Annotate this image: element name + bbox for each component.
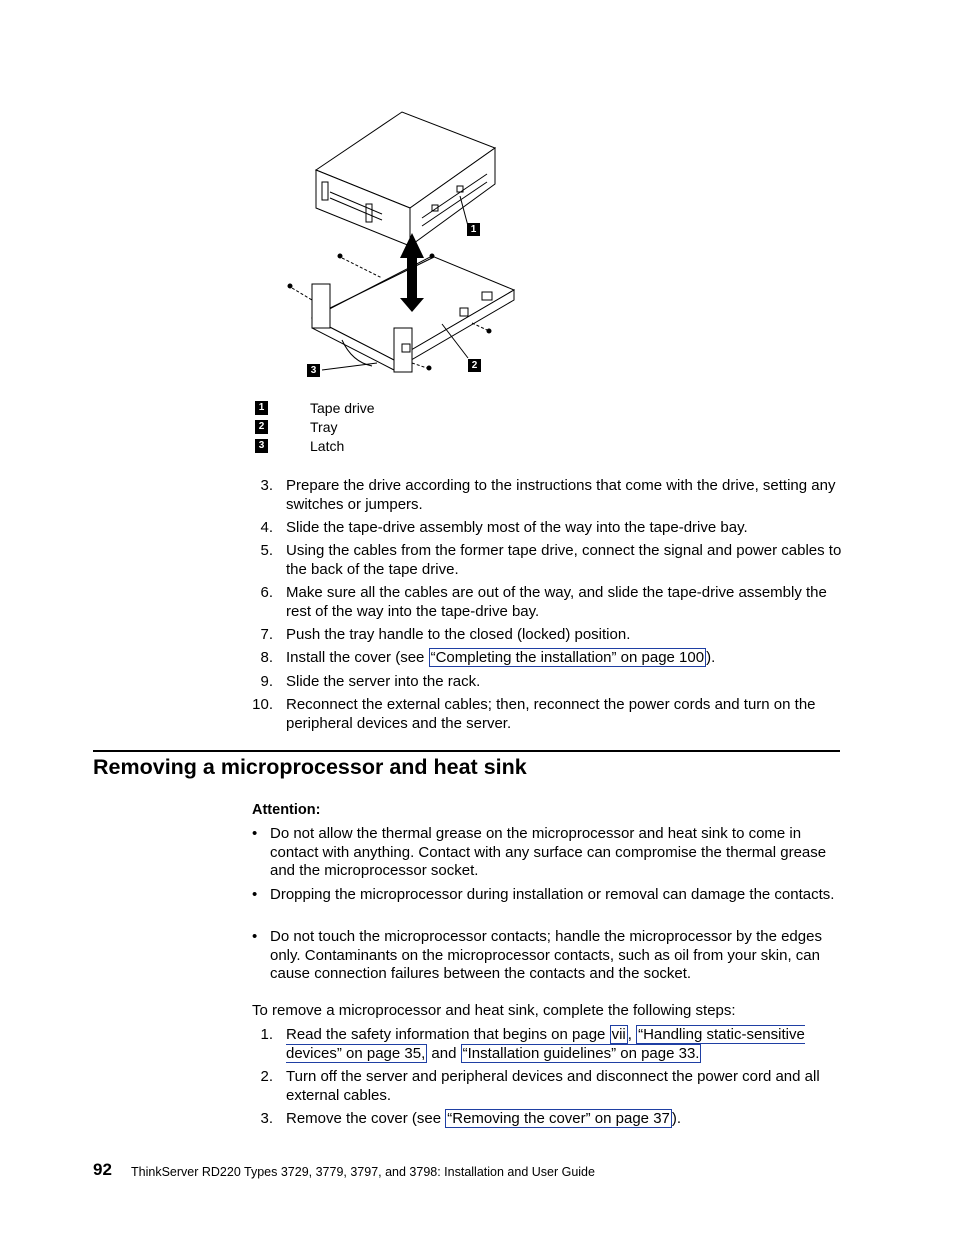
step-text-pre: Read the safety information that begins on page [286,1026,610,1043]
step-number: 6. [260,584,273,601]
step-text-sep: , [627,1026,637,1043]
step-text: Turn off the server and peripheral devices and disconnect the power cord and all external cables. [286,1068,820,1104]
step-text: Using the cables from the former tape drive, connect the signal and power cables to the back of the tape drive. [286,542,842,578]
tape-drive-illustration [282,108,527,383]
step-text [286,1026,846,1063]
callout-2: 2 [468,359,481,372]
footer-title: ThinkServer RD220 Types 3729, 3779, 3797, and 3798: Installation and User Guide [131,1165,595,1179]
bullet-text: Do not touch the microprocessor contacts; handle the microprocessor by the edges only. Contaminants on the microprocessor contacts, such as oil from your skin, can cause connection failures between the contacts and the socket. [270,928,822,982]
legend-label: Tape drive [310,400,375,416]
section-heading: Removing a microprocessor and heat sink [93,755,527,779]
step-text-pre: Remove the cover (see [286,1110,446,1127]
bullet-text: Dropping the microprocessor during installation or removal can damage the contacts. [270,886,835,903]
step-number: 3. [260,1110,273,1127]
xref-link-static-sensitive[interactable]: “Handling static-sensitive devices” on page 35, [286,1026,805,1062]
step-text: Push the tray handle to the closed (locked) position. [286,626,631,643]
bullet-mark: • [252,928,258,945]
step-text: Prepare the drive according to the instructions that come with the drive, setting any switches or jumpers. [286,477,836,513]
step-number: 1. [260,1026,273,1043]
step-text: Slide the tape-drive assembly most of the way into the tape-drive bay. [286,519,748,536]
step-number: 8. [260,649,273,666]
step-number: 5. [260,542,273,559]
bullet-text: Do not allow the thermal grease on the microprocessor and heat sink to come in contact with anything. Contact with any surface can compromise the thermal grease and the microprocessor socket. [270,825,827,879]
step-number: 10. [252,696,273,713]
legend-number: 2 [255,420,268,434]
bullet-mark: • [252,886,258,903]
legend-label: Tray [310,419,338,435]
step-number: 7. [260,626,273,643]
legend-number: 1 [255,401,268,415]
legend-label: Latch [310,438,345,454]
xref-link-page-vii[interactable]: vii [611,1026,626,1043]
bullet-mark: • [252,825,258,842]
tape-drive-figure [282,108,527,383]
procedure-intro: To remove a microprocessor and heat sink, complete the following steps: [252,1002,736,1019]
xref-link-removing-cover[interactable]: “Removing the cover” on page 37 [447,1110,670,1127]
section-rule [93,750,840,752]
step-text: Make sure all the cables are out of the way, and slide the tape-drive assembly the rest of the way into the tape-drive bay. [286,584,827,620]
step-number: 4. [260,519,273,536]
attention-label: Attention: [252,802,321,818]
step-text-pre: Install the cover (see [286,649,429,666]
step-number: 2. [260,1068,273,1085]
step-number: 9. [260,673,273,690]
step-text: Reconnect the external cables; then, reconnect the power cords and turn on the peripheral devices and the server. [286,696,816,732]
step-text: Slide the server into the rack. [286,673,481,690]
legend-number: 3 [255,439,268,453]
xref-link-installation-guidelines[interactable]: “Installation guidelines” on page 33. [462,1044,700,1062]
step-text [286,649,846,668]
callout-3: 3 [307,364,320,377]
step-text-post: ). [671,1110,682,1127]
step-text-post: ). [706,649,716,666]
step-text [286,1110,846,1129]
xref-link[interactable]: “Completing the installation” on page 100 [430,649,705,666]
step-number: 3. [260,477,273,494]
step-text-sep: and [427,1044,461,1062]
callout-1: 1 [467,223,480,236]
page-number: 92 [93,1160,112,1179]
